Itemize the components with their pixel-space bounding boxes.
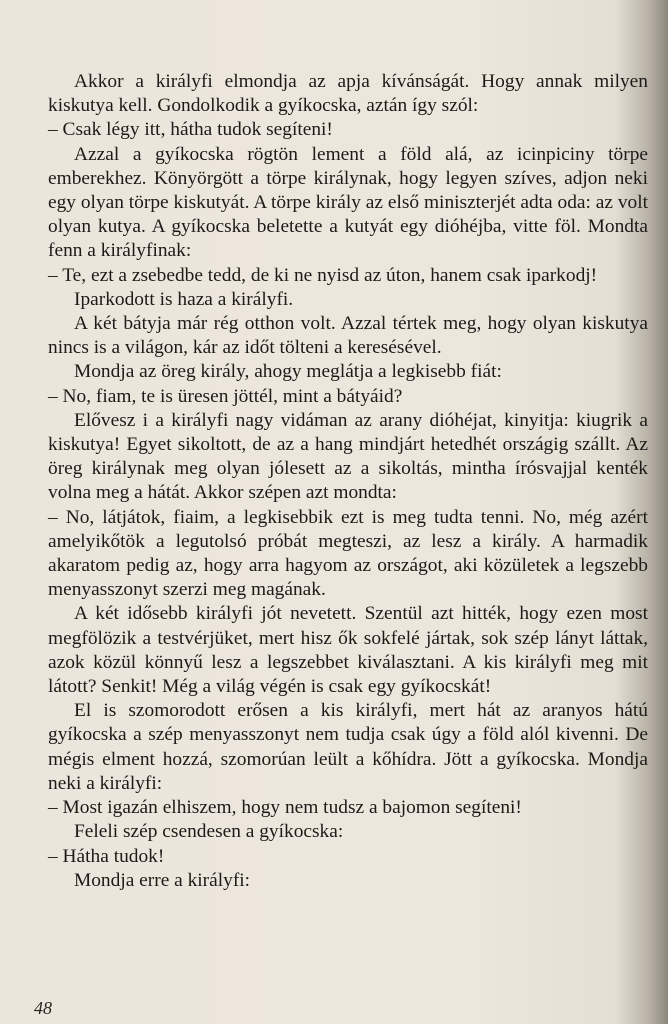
- paragraph: A két bátyja már rég otthon volt. Azzal tértek meg, hogy olyan kiskutya nincs is a világon, kár az időt tölteni a keresésével.: [48, 313, 648, 359]
- dialog-line: – No, látjátok, fiaim, a legkisebbik ezt is meg tudta tenni. No, még azért amelyikőtök a legutolsó próbát megteszi, az lesz a király. A harmadik akaratom pedig az, hogy arra hagyom az országot, aki közületek a legszebb menyasszonyt szerzi meg magának.: [48, 506, 648, 601]
- paragraph: Mondja az öreg király, ahogy meglátja a legkisebb fiát:: [74, 361, 502, 383]
- dialog-line: – Csak légy itt, hátha tudok segíteni!: [48, 119, 333, 141]
- paragraph: Feleli szép csendesen a gyíkocska:: [74, 821, 344, 843]
- paragraph: El is szomorodott erősen a kis királyfi, mert hát az aranyos hátú gyíkocska a szép menyasszonyt nem tudja csak úgy a föld alól kivenni. De mégis elment hozzá, szomorúan leült a kőhídra. Jött a gyíkocska. Mondja neki a királyfi:: [48, 700, 648, 794]
- page-number: 48: [34, 998, 52, 1018]
- paragraph: Akkor a királyfi elmondja az apja kívánságát. Hogy annak milyen kiskutya kell. Gondolkodik a gyíkocska, aztán így szól:: [48, 71, 648, 117]
- dialog-line: – No, fiam, te is üresen jöttél, mint a bátyáid?: [48, 385, 403, 407]
- paragraph: Azzal a gyíkocska rögtön lement a föld alá, az icinpiciny törpe emberekhez. Könyörgött a törpe királynak, hogy legyen szíves, adjon neki egy olyan törpe kiskutyát. A törpe király az első miniszterjét adta oda: az volt olyan kutya. A gyíkocska beletette a kutyát egy dióhéjba, vitte föl. Mondta fenn a királyfinak:: [48, 143, 648, 262]
- paragraph: Mondja erre a királyfi:: [74, 869, 251, 891]
- paragraph: Elővesz i a királyfi nagy vidáman az arany dióhéjat, kinyitja: kiugrik a kiskutya! Egyet sikoltott, de az a hang mindjárt hetedhét országig szállt. Az öreg királynak meg olyan jólesett az a sikoltás, mintha írósvajjal kenték volna meg a hátát. Akkor szépen azt mondta:: [48, 409, 648, 504]
- dialog-line: – Most igazán elhiszem, hogy nem tudsz a bajomon segíteni!: [48, 797, 522, 819]
- paragraph: A két idősebb királyfi jót nevetett. Szentül azt hitték, hogy ezen most megfölözik a testvérjüket, mert hisz ők sokfelé jártak, sok szép lányt láttak, azok közül könnyű lesz a legszebbet kiválasztani. A kis királyfi meg mit látott? Senkit! Még a világ végén is csak egy gyíkocskát!: [48, 603, 648, 698]
- dialog-line: – Te, ezt a zsebedbe tedd, de ki ne nyisd az úton, hanem csak iparkodj!: [48, 264, 598, 286]
- dialog-line: – Hátha tudok!: [48, 845, 165, 867]
- paragraph: Iparkodott is haza a királyfi.: [74, 288, 294, 310]
- body-text: [48, 70, 648, 893]
